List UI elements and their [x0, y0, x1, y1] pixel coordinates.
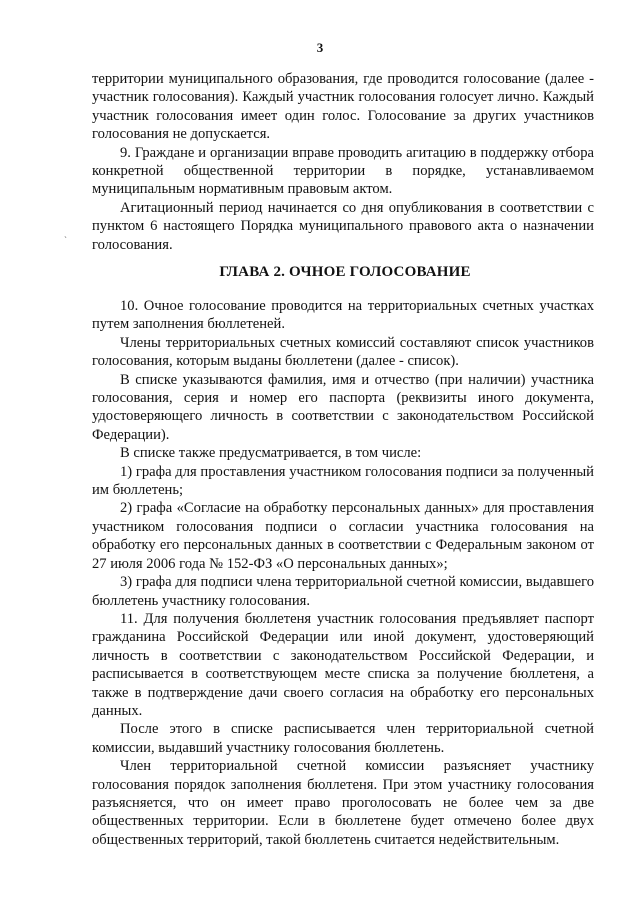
text-block-top [92, 70, 594, 254]
paragraph-member-signs: После этого в списке расписывается член территориальной счетной комиссии, выдавший участнику голосования бюллетень. [92, 721, 594, 756]
list-item-2: 2) графа «Согласие на обработку персональных данных» для проставления участником голосования подписи о согласии участника голосования на обработку его персональных данных в соответствии с Федеральным законом от 27 июля 2006 года № 152-ФЗ «О персональных данных»; [92, 500, 594, 572]
paragraph-continuation: территории муниципального образования, где проводится голосование (далее - участник голосования). Каждый участник голосования голосует лично. Каждый участник голосования имеет один голос. Голосование за других участников голосования не допускается. [92, 71, 594, 143]
text-block-chapter [92, 297, 594, 849]
paragraph-explanation: Член территориальной счетной комиссии разъясняет участнику голосования порядок заполнения бюллетеня. При этом участнику голосования разъясняется, что он имеет право проголосовать не более чем за две общественных территории. Если в бюллетене будет отмечено более двух общественных территорий, такой бюллетень считается недействительным. [92, 758, 594, 848]
paragraph-list-contents: В списке указываются фамилия, имя и отчество (при наличии) участника голосования, серия и номер его паспорта (реквизиты иного документа, удостоверяющего личность в соответствии с законодательством Российской Федерации). [92, 371, 594, 443]
paragraph-commission-list: Члены территориальных счетных комиссий составляют список участников голосования, которым выданы бюллетени (далее - список). [92, 334, 594, 370]
paragraph-list-includes: В списке также предусматривается, в том числе: [120, 445, 422, 462]
paragraph-item-11: 11. Для получения бюллетеня участник голосования предъявляет паспорт гражданина Российской Федерации или иной документ, удостоверяющий личность в соответствии с законодательством Российской Федерации, и расписывается в соответствующем месте списка за получение бюллетеня, а также в подтверждение дачи своего согласия на обработку его персональных данных. [92, 610, 594, 719]
paragraph-item-10: 10. Очное голосование проводится на территориальных счетных участках путем заполнения бюллетеней. [92, 298, 594, 333]
list-item-3: 3) графа для подписи члена территориальной счетной комиссии, выдавшего бюллетень участнику голосования. [92, 574, 594, 609]
paragraph-agitation-period: Агитационный период начинается со дня опубликования в соответствии с пунктом 6 настоящего Порядка муниципального правового акта о назначении голосования. [92, 199, 594, 253]
paragraph-item-9: 9. Граждане и организации вправе проводить агитацию в поддержку отбора конкретной общественной территории в порядке, устанавливаемом муниципальным нормативным правовым актом. [92, 144, 594, 198]
list-item-1: 1) графа для проставления участником голосования подписи за полученный им бюллетень; [92, 463, 594, 499]
scan-mark: ˎ [64, 228, 67, 238]
page-number: 3 [316, 40, 324, 55]
chapter-heading: ГЛАВА 2. ОЧНОЕ ГОЛОСОВАНИЕ [219, 264, 471, 280]
